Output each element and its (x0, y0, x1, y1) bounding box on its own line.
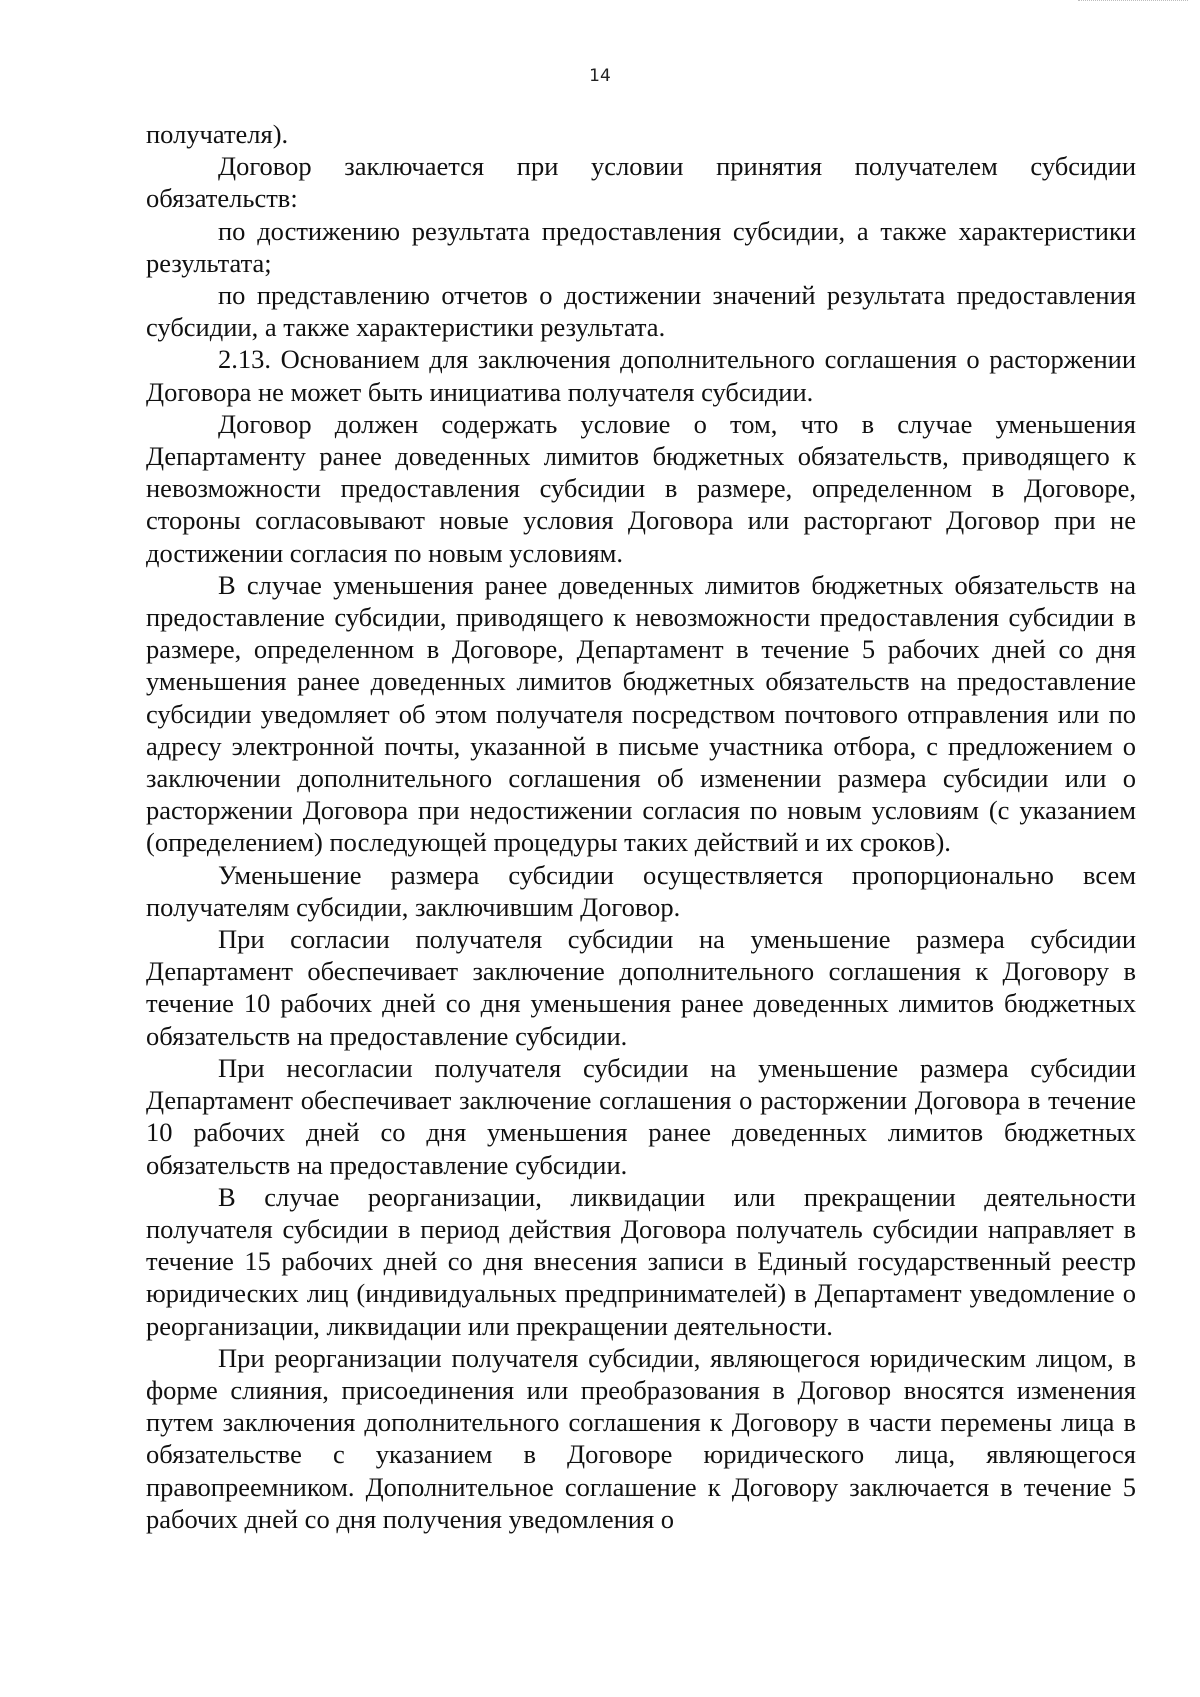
paragraph-continuation: получателя). (146, 119, 289, 149)
paragraph-section-2-13: 2.13. Основанием для заключения дополнительного соглашения о расторжении Договора не может быть инициатива получателя субсидии. (146, 344, 1136, 407)
paragraph-contract-obligations: Договор заключается при условии принятия получателем субсидии обязательств: (146, 151, 1136, 214)
paragraph-obligation-result: по достижению результата предоставления субсидии, а также характеристики результата; (146, 215, 1136, 278)
paragraph-proportional-reduction: Уменьшение размера субсидии осуществляется пропорционально всем получателям субсидии, заключившим Договор. (146, 859, 1136, 922)
paragraph-agreement-disagreement: При несогласии получателя субсидии на уменьшение размера субсидии Департамент обеспечивает заключение соглашения о расторжении Договора в течение 10 рабочих дней со дня уменьшения ранее доведенных лимитов бюджетных обязательств на предоставление субсидии. (146, 1052, 1136, 1180)
paragraph-reorganization-merger: При реорганизации получателя субсидии, являющегося юридическим лицом, в форме слияния, присоединения или преобразования в Договор вносятся изменения путем заключения дополнительного соглашения к Договору в части перемены лица в обязательстве с указанием в Договоре юридического лица, являющегося правопреемником. Дополнительное соглашение к Договору заключается в течение 5 рабочих дней со дня получения уведомления о (146, 1342, 1136, 1534)
paragraph-contract-conditions: Договор должен содержать условие о том, что в случае уменьшения Департаменту ранее доведенных лимитов бюджетных обязательств, приводящего к невозможности предоставления субсидии в размере, определенном в Договоре, стороны согласовывают новые условия Договора или расторгают Договор при не достижении согласия по новым условиям. (146, 408, 1136, 568)
page-number: 14 (589, 66, 611, 86)
paragraph-reorganization-notice: В случае реорганизации, ликвидации или прекращении деятельности получателя субсидии в период действия Договора получатель субсидии направляет в течение 15 рабочих дней со дня внесения записи в Единый государственный реестр юридических лиц (индивидуальных предпринимателей) в Департамент уведомление о реорганизации, ликвидации или прекращении деятельности. (146, 1181, 1136, 1341)
paragraph-limit-reduction: В случае уменьшения ранее доведенных лимитов бюджетных обязательств на предоставление субсидии, приводящего к невозможности предоставления субсидии в размере, определенном в Договоре, Департамент в течение 5 рабочих дней со дня уменьшения ранее доведенных лимитов бюджетных обязательств на предоставление субсидии уведомляет об этом получателя посредством почтового отправления или по адресу электронной почты, указанной в письме участника отбора, с предложением о заключении дополнительного соглашения об изменении размера субсидии или о расторжении Договора при недостижении согласия по новым условиям (с указанием (определением) последующей процедуры таких действий и их сроков). (146, 569, 1136, 858)
document-body (146, 118, 1136, 1535)
paragraph-agreement-consent: При согласии получателя субсидии на уменьшение размера субсидии Департамент обеспечивает заключение дополнительного соглашения к Договору в течение 10 рабочих дней со дня уменьшения ранее доведенных лимитов бюджетных обязательств на предоставление субсидии. (146, 924, 1136, 1051)
paragraph-obligation-reports: по представлению отчетов о достижении значений результата предоставления субсидии, а также характеристики результата. (146, 280, 1136, 343)
scan-artifact (1078, 0, 1188, 4)
